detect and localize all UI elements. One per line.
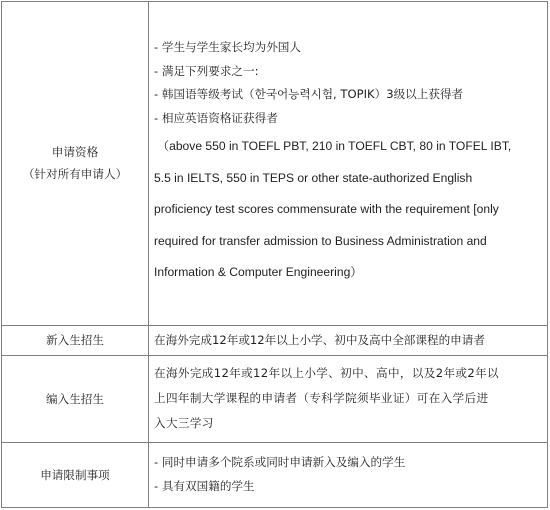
eligibility-content: [149, 2, 548, 326]
list-item: - 具有双国籍的学生: [154, 478, 255, 493]
label-line: 申请限制事项: [40, 467, 110, 482]
list-item: - 学生与学生家长均为外国人: [154, 40, 301, 55]
transfer-content: [149, 355, 548, 442]
list-item: - 相应英语资格证获得者: [154, 110, 278, 125]
english-line: 5.5 in IELTS, 550 in TEPS or other state-authorized English: [154, 170, 473, 185]
english-line: （above 550 in TOEFL PBT, 210 in TOEFL CBT, 80 in TOFEL IBT,: [157, 139, 512, 154]
label-line: （针对所有申请人）: [22, 167, 128, 182]
row-label-eligibility: [2, 2, 149, 326]
english-line: required for transfer admission to Business Administration and: [154, 233, 487, 248]
freshman-text: 在海外完成12年或12年以上小学、初中及高中全部课程的申请者: [154, 333, 485, 348]
label-line: 编入生招生: [46, 391, 104, 406]
table-row: [2, 2, 548, 326]
table-row: [2, 325, 548, 355]
list-item: - 韩国语等级考试（한국어능력시험, TOPIK）3级以上获得者: [154, 87, 464, 102]
list-item: - 同时申请多个院系或同时申请新入及编入的学生: [154, 455, 406, 470]
list-item: - 满足下列要求之一:: [154, 63, 259, 78]
transfer-line: 入大三学习: [154, 416, 214, 431]
english-requirements: [154, 131, 543, 288]
label-line: 新入生招生: [46, 333, 104, 348]
label-line: 申请资格: [51, 145, 99, 160]
table-row: [2, 355, 548, 442]
restrictions-content: [149, 442, 548, 507]
transfer-line: 上四年制大学课程的申请者（专科学院须毕业证）可在入学后进: [154, 391, 489, 406]
row-label-restrictions: [2, 442, 149, 507]
row-label-transfer: [2, 355, 149, 442]
transfer-line: 在海外完成12年或12年以上小学、初中、高中，以及2年或2年以: [154, 366, 499, 381]
row-label-freshman: [2, 325, 149, 355]
admission-requirements-table: [1, 1, 548, 508]
english-line: proficiency test scores commensurate with the requirement [only: [154, 202, 499, 217]
table-row: [2, 442, 548, 507]
freshman-content: [149, 325, 548, 355]
english-line: Information & Computer Engineering）: [154, 264, 363, 279]
